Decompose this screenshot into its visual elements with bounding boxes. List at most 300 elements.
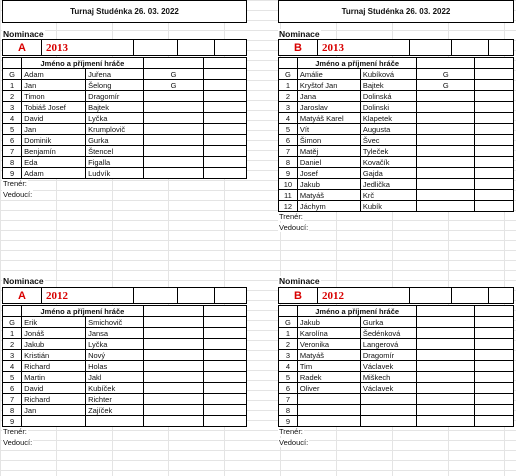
player-first-name: Šimon	[297, 135, 360, 146]
player-last-name: Kovačík	[360, 157, 417, 168]
goalkeeper-mark	[143, 135, 204, 146]
player-last-name: Smichovič	[86, 317, 144, 328]
extra-cell	[204, 135, 247, 146]
player-last-name: Gurka	[360, 317, 417, 328]
extra-cell	[204, 317, 247, 328]
goalkeeper-mark	[143, 146, 204, 157]
block-2-roster-table	[278, 57, 514, 212]
extra-cell	[204, 91, 247, 102]
player-number: 2	[279, 91, 298, 102]
extra-cell	[204, 339, 247, 350]
player-first-name: Richard	[22, 394, 86, 405]
extra-cell	[204, 113, 247, 124]
table-row	[3, 157, 247, 168]
goalkeeper-mark	[417, 405, 475, 416]
table-row	[279, 179, 514, 190]
table-row	[279, 394, 514, 405]
player-first-name: Adam	[22, 69, 86, 80]
block-2-trener-label: Trenér:	[279, 212, 303, 221]
goalkeeper-mark: G	[143, 80, 204, 91]
extra-cell	[475, 201, 514, 212]
player-number: 1	[279, 80, 298, 91]
table-row	[3, 102, 247, 113]
player-last-name: Miškech	[360, 372, 417, 383]
player-last-name: Holas	[86, 361, 144, 372]
extra-cell	[475, 157, 514, 168]
block-4-column-header-row	[279, 306, 514, 317]
block-2-header-blank	[279, 58, 298, 69]
extra-cell	[204, 394, 247, 405]
block-3-column-header-row	[3, 306, 247, 317]
block-3-header-cell-3	[133, 287, 178, 304]
table-row	[279, 317, 514, 328]
player-first-name: Tim	[297, 361, 360, 372]
player-first-name: Benjamín	[22, 146, 86, 157]
player-number: 2	[3, 91, 22, 102]
goalkeeper-mark	[417, 201, 475, 212]
goalkeeper-mark	[417, 102, 475, 113]
goalkeeper-mark	[143, 157, 204, 168]
player-number: 3	[3, 102, 22, 113]
player-number: 11	[279, 190, 298, 201]
block-3-header-cell-4	[177, 287, 215, 304]
block-2-header-cell-3	[409, 39, 452, 56]
player-last-name	[86, 416, 144, 427]
block-4-header-blank-3	[475, 306, 514, 317]
block-4-vedouci-label: Vedoucí:	[279, 438, 309, 447]
player-first-name: Vít	[297, 124, 360, 135]
goalkeeper-mark	[417, 328, 475, 339]
player-last-name: Kubíček	[86, 383, 144, 394]
table-row	[3, 328, 247, 339]
block-3-header-blank-3	[204, 306, 247, 317]
table-row	[3, 168, 247, 179]
goalkeeper-mark	[143, 317, 204, 328]
block-3-name-column-header: Jméno a příjmení hráče	[22, 306, 143, 317]
block-4-trener-label: Trenér:	[279, 427, 303, 436]
player-last-name: Václavek	[360, 383, 417, 394]
extra-cell	[475, 394, 514, 405]
player-number: 1	[279, 328, 298, 339]
table-row	[279, 383, 514, 394]
player-number: 1	[3, 80, 22, 91]
block-4-roster-table	[278, 305, 514, 427]
player-number: 5	[3, 372, 22, 383]
player-last-name: Václavek	[360, 361, 417, 372]
player-first-name: Jana	[297, 91, 360, 102]
player-number: 9	[279, 168, 298, 179]
player-first-name: Jakub	[22, 339, 86, 350]
table-row	[3, 91, 247, 102]
block-1-team-letter: A	[2, 39, 42, 56]
player-number: G	[3, 317, 22, 328]
extra-cell	[475, 124, 514, 135]
title-left-text: Turnaj Studénka 26. 03. 2022	[70, 7, 179, 16]
player-number: 10	[279, 179, 298, 190]
block-3-header	[2, 287, 247, 304]
player-first-name	[297, 416, 360, 427]
player-number: 2	[279, 339, 298, 350]
block-3-nominace-label: Nominace	[3, 276, 44, 286]
goalkeeper-mark	[417, 416, 475, 427]
block-1-column-header-row	[3, 58, 247, 69]
block-1-header-cell-5	[214, 39, 247, 56]
extra-cell	[204, 361, 247, 372]
player-first-name: David	[22, 113, 86, 124]
block-1-nominace-label: Nominace	[3, 29, 44, 39]
extra-cell	[475, 350, 514, 361]
block-2-nominace-label: Nominace	[279, 29, 320, 39]
table-row	[3, 416, 247, 427]
extra-cell	[475, 328, 514, 339]
player-first-name: Radek	[297, 372, 360, 383]
player-first-name: Jaroslav	[297, 102, 360, 113]
block-3-vedouci-label: Vedoucí:	[3, 438, 33, 447]
extra-cell	[204, 416, 247, 427]
player-last-name: Bajtek	[86, 102, 144, 113]
player-last-name: Dragomír	[86, 91, 144, 102]
player-last-name: Jedlička	[360, 179, 417, 190]
player-number: 8	[3, 405, 22, 416]
extra-cell	[475, 80, 514, 91]
title-right	[278, 0, 514, 23]
goalkeeper-mark: G	[417, 69, 475, 80]
goalkeeper-mark	[143, 328, 204, 339]
extra-cell	[475, 339, 514, 350]
player-first-name: Adam	[22, 168, 86, 179]
player-last-name: Jakl	[86, 372, 144, 383]
goalkeeper-mark	[417, 168, 475, 179]
player-first-name: Daniel	[297, 157, 360, 168]
block-1-header-blank	[3, 58, 22, 69]
goalkeeper-mark: G	[417, 80, 475, 91]
player-first-name: Jonáš	[22, 328, 86, 339]
goalkeeper-mark	[417, 317, 475, 328]
block-1-header-blank-2	[143, 58, 204, 69]
extra-cell	[204, 405, 247, 416]
player-last-name: Kubík	[360, 201, 417, 212]
player-last-name	[360, 416, 417, 427]
extra-cell	[475, 179, 514, 190]
table-row	[3, 317, 247, 328]
goalkeeper-mark	[143, 339, 204, 350]
extra-cell	[204, 146, 247, 157]
table-row	[279, 157, 514, 168]
goalkeeper-mark	[417, 124, 475, 135]
block-4-team-year: 2012	[317, 287, 410, 304]
table-row	[279, 372, 514, 383]
goalkeeper-mark	[417, 383, 475, 394]
block-1-header-cell-4	[177, 39, 215, 56]
player-first-name: Timon	[22, 91, 86, 102]
table-row	[3, 394, 247, 405]
player-first-name: Matěj	[297, 146, 360, 157]
goalkeeper-mark	[417, 361, 475, 372]
block-4-header-cell-5	[488, 287, 514, 304]
player-first-name	[22, 416, 86, 427]
table-row	[279, 201, 514, 212]
goalkeeper-mark	[143, 350, 204, 361]
player-last-name: Krumplovič	[86, 124, 144, 135]
player-number: 6	[279, 135, 298, 146]
extra-cell	[204, 69, 247, 80]
table-row	[279, 113, 514, 124]
goalkeeper-mark	[417, 91, 475, 102]
player-last-name: Nový	[86, 350, 144, 361]
extra-cell	[475, 69, 514, 80]
table-row	[279, 102, 514, 113]
block-2-header-cell-4	[451, 39, 489, 56]
player-last-name: Dragomír	[360, 350, 417, 361]
extra-cell	[475, 146, 514, 157]
table-row	[3, 350, 247, 361]
player-number: 9	[3, 168, 22, 179]
player-first-name: Veronika	[297, 339, 360, 350]
goalkeeper-mark	[417, 339, 475, 350]
player-first-name: Jan	[22, 405, 86, 416]
goalkeeper-mark	[417, 135, 475, 146]
table-row	[279, 135, 514, 146]
player-number: 2	[3, 339, 22, 350]
table-row	[3, 69, 247, 80]
player-number: 8	[3, 157, 22, 168]
extra-cell	[475, 168, 514, 179]
block-2-header-blank-2	[417, 58, 475, 69]
player-first-name: David	[22, 383, 86, 394]
player-first-name: Jan	[22, 80, 86, 91]
block-1-header-cell-3	[133, 39, 178, 56]
block-3-header-blank-2	[143, 306, 204, 317]
player-first-name: Martin	[22, 372, 86, 383]
goalkeeper-mark	[143, 91, 204, 102]
table-row	[279, 190, 514, 201]
player-number: 5	[279, 372, 298, 383]
player-last-name: Lyčka	[86, 113, 144, 124]
goalkeeper-mark	[417, 372, 475, 383]
player-last-name: Tyleček	[360, 146, 417, 157]
player-first-name: Jan	[22, 124, 86, 135]
extra-cell	[475, 135, 514, 146]
goalkeeper-mark	[143, 372, 204, 383]
player-number: 5	[3, 124, 22, 135]
goalkeeper-mark	[143, 394, 204, 405]
block-2-team-year: 2013	[317, 39, 410, 56]
player-first-name: Karolína	[297, 328, 360, 339]
block-2-column-header-row	[279, 58, 514, 69]
goalkeeper-mark	[417, 113, 475, 124]
player-first-name: Jáchym	[297, 201, 360, 212]
extra-cell	[475, 416, 514, 427]
player-number: 8	[279, 157, 298, 168]
block-3-team-year: 2012	[41, 287, 134, 304]
extra-cell	[475, 91, 514, 102]
extra-cell	[204, 157, 247, 168]
player-first-name: Matyáš	[297, 190, 360, 201]
player-last-name: Kubíková	[360, 69, 417, 80]
block-2-header	[278, 39, 514, 56]
block-1-header-blank-3	[204, 58, 247, 69]
table-row	[279, 350, 514, 361]
block-3-team-letter: A	[2, 287, 42, 304]
table-row	[279, 91, 514, 102]
player-last-name	[360, 405, 417, 416]
table-row	[279, 328, 514, 339]
player-first-name: Dominik	[22, 135, 86, 146]
player-first-name: Eda	[22, 157, 86, 168]
player-first-name: Matyáš	[297, 350, 360, 361]
player-number: 8	[279, 405, 298, 416]
goalkeeper-mark	[417, 157, 475, 168]
player-number: 6	[279, 383, 298, 394]
goalkeeper-mark: G	[143, 69, 204, 80]
goalkeeper-mark	[143, 168, 204, 179]
block-1-header	[2, 39, 247, 56]
player-last-name: Klapetek	[360, 113, 417, 124]
goalkeeper-mark	[143, 113, 204, 124]
player-number: 4	[3, 113, 22, 124]
player-last-name: Štencel	[86, 146, 144, 157]
player-number: 6	[3, 383, 22, 394]
player-last-name: Dolinski	[360, 102, 417, 113]
player-last-name: Šelong	[86, 80, 144, 91]
player-number: 4	[3, 361, 22, 372]
player-number: 3	[279, 102, 298, 113]
player-number: 7	[279, 146, 298, 157]
table-row	[3, 124, 247, 135]
block-1-name-column-header: Jméno a příjmení hráče	[22, 58, 143, 69]
table-row	[3, 113, 247, 124]
title-left	[2, 0, 247, 23]
goalkeeper-mark	[143, 124, 204, 135]
goalkeeper-mark	[417, 179, 475, 190]
player-first-name: Jakub	[297, 179, 360, 190]
extra-cell	[204, 80, 247, 91]
block-4-header-cell-3	[409, 287, 452, 304]
player-first-name: Kristián	[22, 350, 86, 361]
player-last-name: Bajtek	[360, 80, 417, 91]
table-row	[3, 80, 247, 91]
extra-cell	[475, 361, 514, 372]
block-4-team-letter: B	[278, 287, 318, 304]
table-row	[3, 372, 247, 383]
block-1-vedouci-label: Vedoucí:	[3, 190, 33, 199]
table-row	[3, 405, 247, 416]
player-last-name: Richter	[86, 394, 144, 405]
block-4-header-cell-4	[451, 287, 489, 304]
table-row	[3, 339, 247, 350]
table-row	[279, 69, 514, 80]
extra-cell	[204, 372, 247, 383]
table-row	[279, 339, 514, 350]
extra-cell	[204, 168, 247, 179]
extra-cell	[204, 102, 247, 113]
player-last-name: Šedénková	[360, 328, 417, 339]
block-2-team-letter: B	[278, 39, 318, 56]
block-3-header-blank	[3, 306, 22, 317]
player-number: 9	[279, 416, 298, 427]
table-row	[279, 80, 514, 91]
player-last-name: Švec	[360, 135, 417, 146]
goalkeeper-mark	[143, 416, 204, 427]
block-3-header-cell-5	[214, 287, 247, 304]
player-number: 9	[3, 416, 22, 427]
player-number: 5	[279, 124, 298, 135]
player-last-name: Krč	[360, 190, 417, 201]
player-last-name: Ludvík	[86, 168, 144, 179]
goalkeeper-mark	[143, 383, 204, 394]
player-last-name: Langerová	[360, 339, 417, 350]
player-last-name: Juřena	[86, 69, 144, 80]
table-row	[279, 361, 514, 372]
block-4-header	[278, 287, 514, 304]
block-2-header-cell-5	[488, 39, 514, 56]
player-number: 6	[3, 135, 22, 146]
player-first-name: Tobiáš Josef	[22, 102, 86, 113]
block-1-trener-label: Trenér:	[3, 179, 27, 188]
player-last-name: Augusta	[360, 124, 417, 135]
goalkeeper-mark	[143, 361, 204, 372]
block-3-roster-table	[2, 305, 247, 427]
player-first-name: Kryštof Jan	[297, 80, 360, 91]
player-last-name: Gajda	[360, 168, 417, 179]
goalkeeper-mark	[417, 350, 475, 361]
block-2-name-column-header: Jméno a příjmení hráče	[297, 58, 417, 69]
block-1-team-year: 2013	[41, 39, 134, 56]
player-first-name: Matyáš Karel	[297, 113, 360, 124]
extra-cell	[475, 190, 514, 201]
player-number: 7	[279, 394, 298, 405]
player-first-name: Amálie	[297, 69, 360, 80]
extra-cell	[475, 372, 514, 383]
table-row	[279, 405, 514, 416]
player-number: 3	[279, 350, 298, 361]
extra-cell	[475, 383, 514, 394]
block-1-roster-table	[2, 57, 247, 179]
player-number: 3	[3, 350, 22, 361]
player-last-name: Lyčka	[86, 339, 144, 350]
table-row	[279, 124, 514, 135]
table-row	[3, 383, 247, 394]
player-last-name	[360, 394, 417, 405]
player-last-name: Dolinská	[360, 91, 417, 102]
extra-cell	[204, 328, 247, 339]
player-number: 4	[279, 361, 298, 372]
block-4-name-column-header: Jméno a příjmení hráče	[297, 306, 417, 317]
player-first-name: Josef	[297, 168, 360, 179]
player-number: G	[279, 69, 298, 80]
table-row	[279, 416, 514, 427]
block-2-vedouci-label: Vedoucí:	[279, 223, 309, 232]
table-row	[3, 361, 247, 372]
extra-cell	[475, 317, 514, 328]
player-first-name: Jakub	[297, 317, 360, 328]
goalkeeper-mark	[143, 405, 204, 416]
block-2-header-blank-3	[475, 58, 514, 69]
extra-cell	[204, 383, 247, 394]
block-3-trener-label: Trenér:	[3, 427, 27, 436]
table-row	[279, 146, 514, 157]
player-last-name: Gurka	[86, 135, 144, 146]
player-number: 1	[3, 328, 22, 339]
player-last-name: Zajíček	[86, 405, 144, 416]
player-first-name	[297, 405, 360, 416]
title-right-text: Turnaj Studénka 26. 03. 2022	[341, 7, 451, 16]
table-row	[279, 168, 514, 179]
player-last-name: Figalla	[86, 157, 144, 168]
extra-cell	[204, 124, 247, 135]
goalkeeper-mark	[143, 102, 204, 113]
table-row	[3, 135, 247, 146]
